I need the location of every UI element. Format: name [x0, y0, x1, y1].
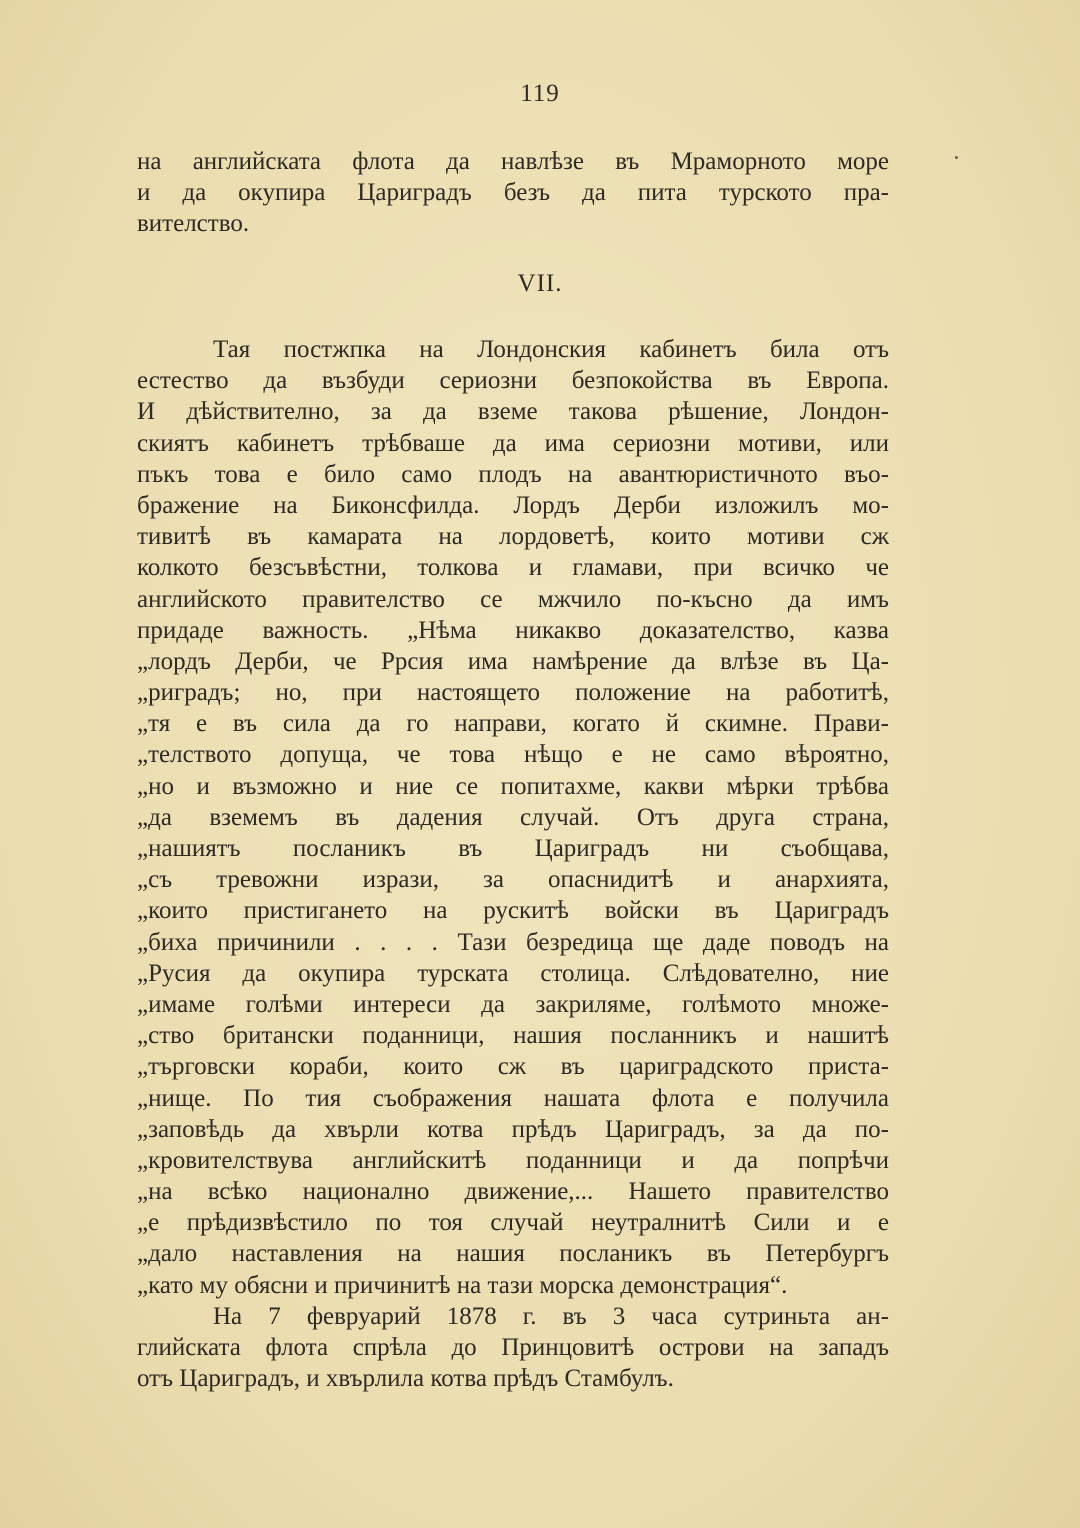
text-line: тивитѣ въ камарата на лордоветѣ, които мотиви сж	[137, 523, 889, 551]
text-line: отъ Цариградъ, и хвърлила котва прѣдъ Стамбулъ.	[137, 1365, 674, 1393]
text-line: На 7 февруарий 1878 г. въ 3 часа сутриньта ан-	[213, 1302, 889, 1330]
text-line: бражение на Биконсфилда. Лордъ Дерби изложилъ мо-	[137, 491, 889, 519]
continuation-text	[137, 146, 889, 240]
text-line: глийската флота спрѣла до Принцовитѣ острови на западъ	[137, 1334, 889, 1361]
text-line: естество да възбуди сериозни безпокойства въ Европа.	[137, 367, 889, 395]
text-line: „тя е въ сила да го направи, когато й скимне. Прави-	[137, 710, 889, 738]
text-line: „на всѣко национално движение,... Нашето правителство	[137, 1178, 889, 1206]
text-line: „кровителствува английскитѣ поданници и да попрѣчи	[137, 1146, 889, 1174]
text-line: „като му обясни и причинитѣ на тази морска демонстрация“.	[137, 1271, 788, 1299]
text-line: „които пристигането на рускитѣ войски въ Цариградъ	[137, 897, 889, 925]
text-line: „биха причинили . . . . Тази безредица ще даде поводъ на	[137, 928, 889, 956]
text-line: пъкъ това е било само плодъ на авантюристичното въо-	[137, 460, 889, 488]
text-line: „Русия да окупира турската столица. Слѣдователно, ние	[137, 959, 889, 987]
main-text	[137, 334, 889, 1394]
text-line: придаде важность. „Нѣма никакво доказателство, казва	[137, 616, 889, 644]
text-line: „дало наставления на нашия посланикъ въ Петербургъ	[137, 1240, 889, 1268]
text-line: И дѣйствително, за да вземе такова рѣшение, Лондон-	[137, 398, 889, 426]
text-line: „заповѣдь да хвърли котва прѣдъ Цариградъ, за да по-	[137, 1115, 889, 1143]
text-line: „лордъ Дерби, че Ррсия има намѣрение да влѣзе въ Ца-	[137, 647, 889, 675]
text-line: „риградъ; но, при настоящето положение на работитѣ,	[137, 679, 889, 707]
paper-speck	[955, 156, 958, 159]
text-line: „е прѣдизвѣстило по тоя случай неутралнитѣ Сили и е	[137, 1209, 889, 1237]
section-heading: VII.	[517, 270, 563, 297]
text-line: „но и възможно и ние се попитахме, какви мѣрки трѣбва	[137, 772, 889, 800]
text-line: на английската флота да навлѣзе въ Мраморното море	[137, 148, 889, 175]
text-line: „търговски кораби, които сж въ цариградското приста-	[137, 1053, 889, 1081]
text-line: и да окупира Цариградъ безъ да пита турското пра-	[137, 179, 889, 207]
text-line: Тая постжпка на Лондонския кабинетъ била отъ	[213, 336, 889, 363]
text-line: „да вземемъ въ дадения случай. Отъ друга страна,	[137, 803, 889, 831]
text-line: „ство британски поданници, нашия посланникъ и нашитѣ	[137, 1022, 889, 1050]
text-line: „нище. По тия съображения нашата флота е получила	[137, 1084, 889, 1112]
text-line: вителство.	[137, 210, 250, 238]
text-line: „съ тревожни изрази, за опаснидитѣ и анархията,	[137, 866, 889, 894]
text-line: „телството допуща, че това нѣщо е не само вѣроятно,	[137, 741, 889, 769]
text-line: английското правителство се мжчило по-късно да имъ	[137, 585, 889, 613]
text-line: скиятъ кабинетъ трѣбваше да има сериозни мотиви, или	[137, 429, 889, 457]
text-line: „нашиятъ посланикъ въ Цариградъ ни съобщава,	[137, 835, 889, 862]
page-number: 119	[520, 80, 560, 107]
text-line: „имаме голѣми интереси да закриляме, голѣмото множе-	[137, 990, 889, 1018]
text-line: колкото безсъвѣстни, толкова и гламави, при всичко че	[137, 554, 889, 582]
